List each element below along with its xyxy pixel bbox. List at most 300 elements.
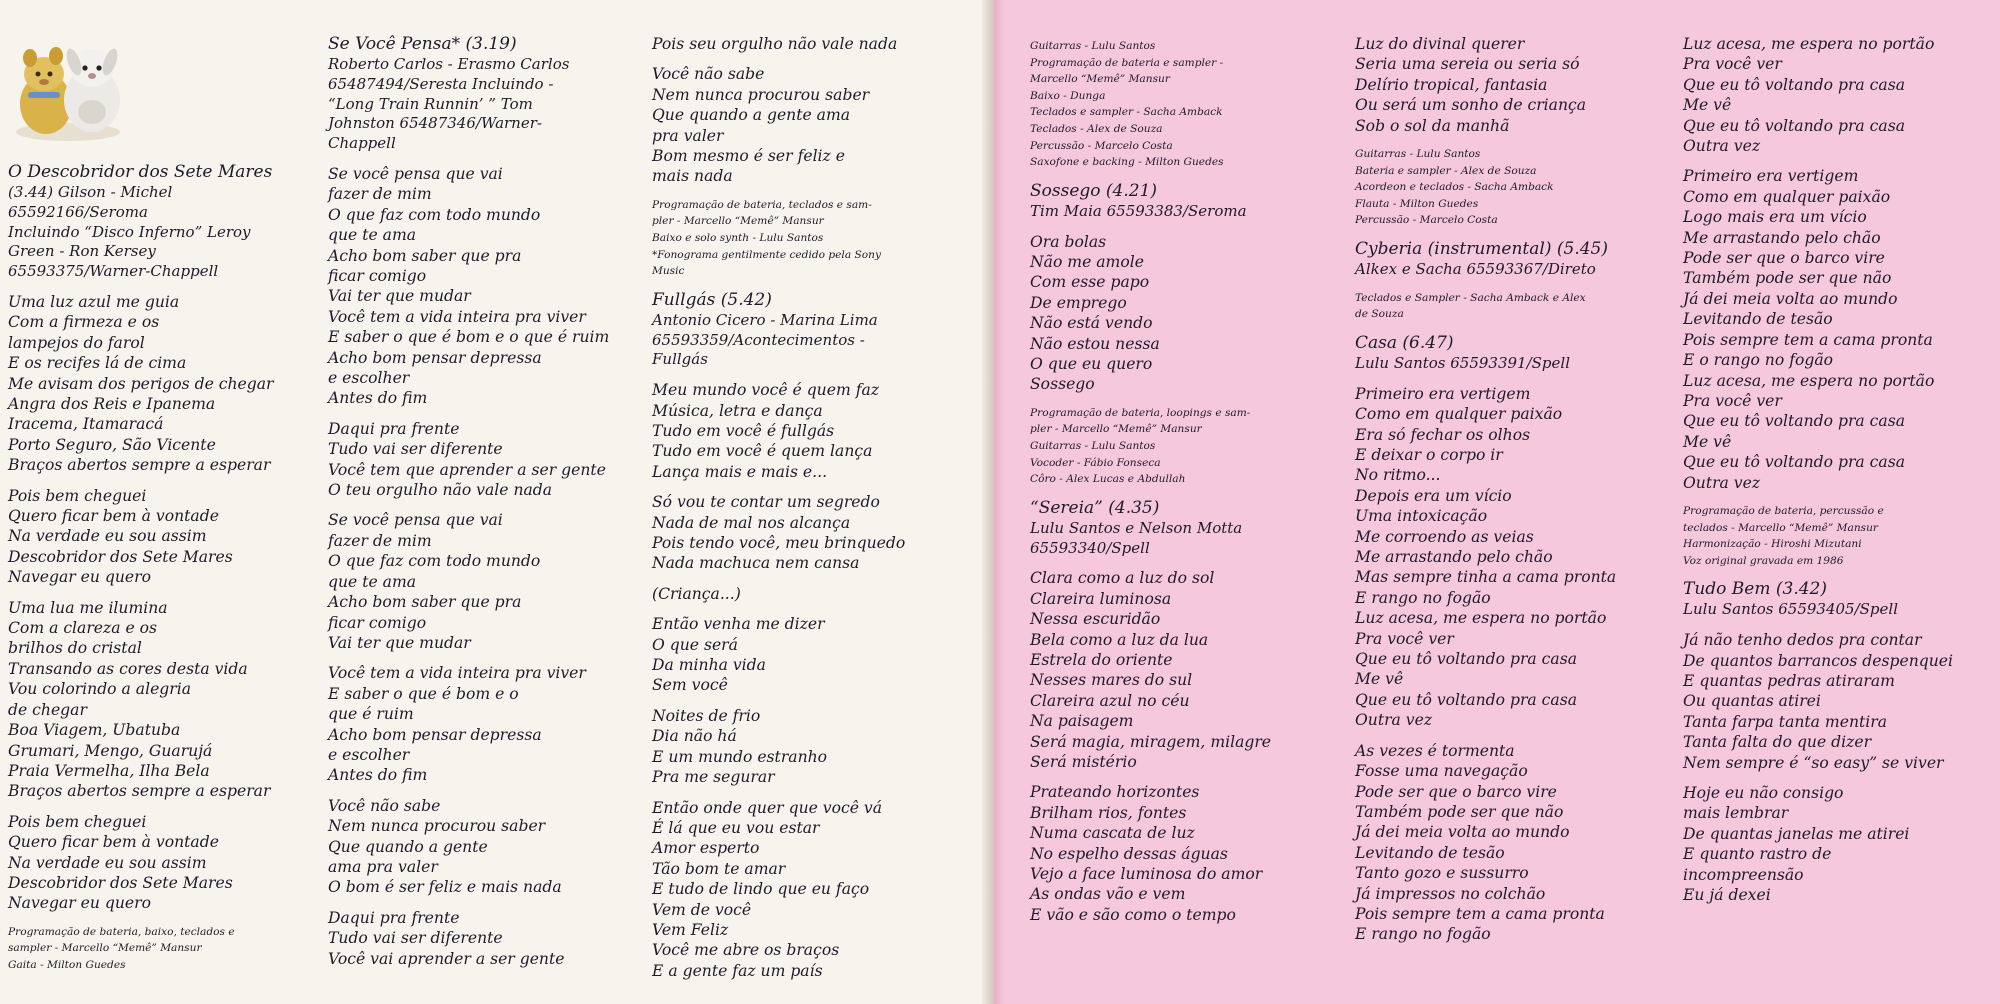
text-line: Então venha me dizer bbox=[652, 615, 825, 634]
text-line: Você me abre os braços bbox=[652, 941, 840, 960]
text-line: Teclados - Alex de Souza bbox=[1030, 122, 1163, 135]
text-line: Uma lua me ilumina bbox=[8, 598, 168, 617]
text-line: Me vê bbox=[1683, 96, 1732, 115]
column-3 bbox=[652, 34, 952, 991]
text-line: Lulu Santos 65593391/Spell bbox=[1355, 353, 1571, 372]
text-line: Braços abertos sempre a esperar bbox=[8, 456, 271, 475]
verse-block bbox=[652, 798, 952, 982]
text-line: Acho bom pensar depressa bbox=[328, 725, 542, 744]
text-line: Era só fechar os olhos bbox=[1355, 425, 1531, 444]
text-line: Acho bom saber que pra bbox=[328, 246, 522, 265]
text-line: Não está vendo bbox=[1030, 314, 1153, 333]
text-line: Como em qualquer paixão bbox=[1683, 187, 1891, 206]
text-line: Daqui pra frente bbox=[328, 419, 460, 438]
text-line: Voz original gravada em 1986 bbox=[1683, 554, 1844, 567]
text-line: Guitarras - Lulu Santos bbox=[1030, 40, 1156, 52]
text-line: Música, letra e dança bbox=[652, 401, 823, 420]
text-line: Pra você ver bbox=[1355, 629, 1454, 648]
text-line: Só vou te contar um segredo bbox=[652, 493, 880, 512]
page-fold bbox=[982, 0, 1004, 1004]
text-line: de chegar bbox=[8, 700, 87, 719]
text-line: Fullgás bbox=[652, 350, 708, 369]
text-line: Nessa escuridão bbox=[1030, 610, 1161, 629]
column-4 bbox=[1030, 38, 1330, 935]
text-line: Pois seu orgulho não vale nada bbox=[652, 35, 898, 53]
text-line: Que eu tô voltando pra casa bbox=[1683, 116, 1905, 135]
text-line: Acho bom saber que pra bbox=[328, 593, 522, 612]
text-line: E a gente faz um país bbox=[652, 961, 823, 980]
text-line: Clareira luminosa bbox=[1030, 589, 1172, 608]
text-line: Acordeon e teclados - Sacha Amback bbox=[1355, 181, 1554, 194]
song-info bbox=[1355, 260, 1655, 280]
text-line: Brilham rios, fontes bbox=[1030, 803, 1187, 822]
verse-block bbox=[1030, 782, 1330, 925]
text-line: Acho bom pensar depressa bbox=[328, 348, 542, 367]
text-line: E o rango no fogão bbox=[1683, 351, 1834, 370]
text-line: Me arrastando pelo chão bbox=[1355, 548, 1553, 567]
text-line: Lança mais e mais e... bbox=[652, 462, 828, 481]
text-line: ficar comigo bbox=[328, 267, 427, 286]
text-line: Guitarras - Lulu Santos bbox=[1030, 439, 1156, 452]
verse-block bbox=[328, 796, 628, 898]
text-line: Pois bem cheguei bbox=[8, 486, 147, 505]
text-line: 65593340/Spell bbox=[1030, 538, 1150, 557]
text-line: Braços abertos sempre a esperar bbox=[8, 782, 271, 801]
text-line: Marcello “Memê” Mansur bbox=[1030, 73, 1170, 86]
text-line: Tanto gozo e sussurro bbox=[1355, 864, 1529, 883]
text-line: O que faz com todo mundo bbox=[328, 205, 541, 224]
text-line: “Long Train Runnin’ ” Tom bbox=[328, 94, 533, 113]
text-line: Estrela do oriente bbox=[1030, 650, 1173, 669]
verse-block bbox=[652, 34, 952, 54]
text-line: Com esse papo bbox=[1030, 273, 1150, 292]
text-line: Quero ficar bem à vontade bbox=[8, 833, 219, 852]
text-line: e escolher bbox=[328, 745, 410, 764]
text-line: Green - Ron Kersey bbox=[8, 242, 156, 261]
text-line: Levitando de tesão bbox=[1683, 310, 1833, 329]
text-line: Com a firmeza e os bbox=[8, 313, 160, 332]
song-title bbox=[1683, 579, 1983, 600]
text-line: Primeiro era vertigem bbox=[1683, 167, 1859, 186]
text-line: Mas sempre tinha a cama pronta bbox=[1355, 568, 1617, 587]
text-line: Se você pensa que vai bbox=[328, 511, 503, 530]
text-line: fazer de mim bbox=[328, 185, 432, 204]
text-line: Que eu tô voltando pra casa bbox=[1683, 453, 1905, 472]
verse-block bbox=[1683, 34, 1983, 156]
text-line: Vejo a face luminosa do amor bbox=[1030, 865, 1263, 884]
verse-block bbox=[1683, 630, 1983, 773]
text-line: pra valer bbox=[652, 126, 724, 145]
text-line: e escolher bbox=[328, 369, 410, 388]
text-line: Você tem a vida inteira pra viver bbox=[328, 307, 586, 326]
text-line: Então onde quer que você vá bbox=[652, 798, 883, 817]
song-info bbox=[1030, 519, 1330, 559]
plush-toys-photo bbox=[8, 34, 126, 142]
text-line: Music bbox=[652, 265, 685, 278]
text-line: Antonio Cicero - Marina Lima bbox=[652, 310, 878, 329]
text-line: Johnston 65487346/Warner- bbox=[328, 114, 542, 133]
verse-block bbox=[652, 614, 952, 696]
text-line: lampejos do farol bbox=[8, 333, 145, 352]
text-line: Tudo em você é quem lança bbox=[652, 442, 873, 461]
text-line: de Souza bbox=[1355, 308, 1404, 321]
text-line: Tanta falta do que dizer bbox=[1683, 733, 1872, 752]
text-line: Já dei meia volta ao mundo bbox=[1355, 823, 1570, 842]
text-line: Você não sabe bbox=[652, 65, 765, 84]
text-line: 65593375/Warner-Chappell bbox=[8, 262, 219, 281]
text-line: Primeiro era vertigem bbox=[1355, 384, 1531, 403]
text-line: Pois sempre tem a cama pronta bbox=[1683, 330, 1933, 349]
text-line: Saxofone e backing - Milton Guedes bbox=[1030, 156, 1224, 169]
text-line: Vai ter que mudar bbox=[328, 633, 471, 652]
text-line: Que eu tô voltando pra casa bbox=[1355, 690, 1577, 709]
text-line: Uma intoxicação bbox=[1355, 507, 1488, 526]
verse-block bbox=[328, 419, 628, 501]
text-line: Será magia, miragem, milagre bbox=[1030, 732, 1272, 751]
text-line: Baixo e solo synth - Lulu Santos bbox=[652, 232, 824, 245]
text-line: Já dei meia volta ao mundo bbox=[1683, 289, 1898, 308]
song-info bbox=[1355, 354, 1655, 374]
text-line: Me avisam dos perigos de chegar bbox=[8, 374, 274, 393]
verse-block bbox=[8, 486, 308, 588]
text-line: Luz acesa, me espera no portão bbox=[1683, 35, 1935, 53]
text-line: As vezes é tormenta bbox=[1355, 741, 1515, 760]
text-line: brilhos do cristal bbox=[8, 639, 142, 658]
verse-block bbox=[328, 663, 628, 785]
text-line: Pode ser que o barco vire bbox=[1355, 782, 1557, 801]
text-line: Você tem que aprender a ser gente bbox=[328, 460, 606, 479]
text-line: Nem nunca procurou saber bbox=[652, 85, 870, 104]
text-line: E saber o que é bom e o que é ruim bbox=[328, 328, 610, 347]
text-line: Na verdade eu sou assim bbox=[8, 527, 207, 546]
song-info bbox=[328, 55, 628, 154]
text-line: Praia Vermelha, Ilha Bela bbox=[8, 761, 210, 780]
text-line: Percussão - Marcelo Costa bbox=[1030, 139, 1173, 152]
text-line: que te ama bbox=[328, 572, 417, 591]
text-line: Fosse uma navegação bbox=[1355, 762, 1528, 781]
text-line: O teu orgulho não vale nada bbox=[328, 481, 553, 500]
text-line: Dia não há bbox=[652, 727, 737, 746]
credits-block bbox=[1030, 405, 1330, 488]
text-line: Lulu Santos e Nelson Motta bbox=[1030, 518, 1243, 537]
text-line: sampler - Marcello “Memê” Mansur bbox=[8, 942, 202, 955]
text-line: Navegar eu quero bbox=[8, 568, 151, 587]
text-line: Me corroendo as veias bbox=[1355, 527, 1534, 546]
text-line: Chappell bbox=[328, 134, 396, 153]
verse-block bbox=[1683, 783, 1983, 905]
title-text: Sossego (4.21) bbox=[1030, 180, 1158, 201]
text-line: Tudo vai ser diferente bbox=[328, 440, 503, 459]
verse-block bbox=[1355, 384, 1655, 731]
text-line: Numa cascata de luz bbox=[1030, 824, 1195, 843]
title-text: Tudo Bem (3.42) bbox=[1683, 579, 1828, 600]
text-line: Grumari, Mengo, Guarujá bbox=[8, 741, 213, 760]
song-title bbox=[1355, 333, 1655, 354]
text-line: Também pode ser que não bbox=[1683, 269, 1892, 288]
text-line: Programação de bateria e sampler - bbox=[1030, 56, 1224, 69]
song-title bbox=[652, 290, 952, 311]
text-line: Nesses mares do sul bbox=[1030, 671, 1193, 690]
song-title bbox=[328, 34, 628, 55]
text-line: 65592166/Seroma bbox=[8, 202, 148, 221]
text-line: mais lembrar bbox=[1683, 804, 1789, 823]
text-line: Me vê bbox=[1355, 670, 1404, 689]
text-line: (Criança...) bbox=[652, 584, 741, 603]
text-line: Luz acesa, me espera no portão bbox=[1683, 371, 1935, 390]
song-title bbox=[8, 162, 308, 183]
text-line: Também pode ser que não bbox=[1355, 802, 1564, 821]
text-line: Amor esperto bbox=[652, 839, 760, 858]
text-line: (3.44) Gilson - Michel bbox=[8, 183, 173, 201]
text-line: E rango no fogão bbox=[1355, 588, 1491, 607]
text-line: Pra você ver bbox=[1683, 391, 1782, 410]
text-line: Vou colorindo a alegria bbox=[8, 680, 192, 699]
text-line: Levitando de tesão bbox=[1355, 843, 1505, 862]
verse-block bbox=[1030, 232, 1330, 395]
text-line: Que eu tô voltando pra casa bbox=[1355, 650, 1577, 669]
text-line: que te ama bbox=[328, 226, 417, 245]
text-line: Incluindo “Disco Inferno” Leroy bbox=[8, 222, 251, 241]
text-line: Descobridor dos Sete Mares bbox=[8, 873, 233, 892]
text-line: Nada de mal nos alcança bbox=[652, 513, 851, 532]
text-line: Boa Viagem, Ubatuba bbox=[8, 721, 181, 740]
song-title bbox=[1030, 181, 1330, 202]
text-line: Que quando a gente bbox=[328, 837, 488, 856]
text-line: Na verdade eu sou assim bbox=[8, 853, 207, 872]
text-line: Alkex e Sacha 65593367/Direto bbox=[1355, 260, 1596, 278]
text-line: Nem sempre é “so easy” se viver bbox=[1683, 753, 1944, 772]
text-line: Ora bolas bbox=[1030, 232, 1107, 251]
verse-block bbox=[1683, 166, 1983, 493]
text-line: Prateando horizontes bbox=[1030, 783, 1200, 802]
text-line: Meu mundo você é quem faz bbox=[652, 381, 879, 400]
text-line: Não estou nessa bbox=[1030, 334, 1160, 353]
column-2 bbox=[328, 34, 628, 979]
text-line: Flauta - Milton Guedes bbox=[1355, 197, 1479, 210]
text-line: pler - Marcello “Memê” Mansur bbox=[652, 215, 824, 228]
verse-block bbox=[652, 584, 952, 604]
text-line: Clara como a luz do sol bbox=[1030, 569, 1215, 588]
text-line: Você não sabe bbox=[328, 796, 441, 815]
text-line: Hoje eu não consigo bbox=[1683, 783, 1844, 802]
title-text: Se Você Pensa* (3.19) bbox=[328, 34, 517, 54]
text-line: Como em qualquer paixão bbox=[1355, 405, 1563, 424]
text-line: Já impressos no colchão bbox=[1355, 884, 1546, 903]
text-line: E deixar o corpo ir bbox=[1355, 446, 1503, 464]
text-line: Luz do divinal querer bbox=[1355, 35, 1525, 53]
text-line: Nada machuca nem cansa bbox=[652, 554, 860, 573]
song-info bbox=[1683, 600, 1983, 620]
credits-block bbox=[652, 197, 952, 280]
verse-block bbox=[1355, 741, 1655, 945]
text-line: que é ruim bbox=[328, 705, 414, 724]
verse-block bbox=[328, 510, 628, 653]
text-line: Daqui pra frente bbox=[328, 908, 460, 927]
text-line: Porto Seguro, São Vicente bbox=[8, 435, 216, 454]
text-line: Transando as cores desta vida bbox=[8, 659, 248, 678]
text-line: Não me amole bbox=[1030, 252, 1144, 271]
text-line: E rango no fogão bbox=[1355, 925, 1491, 944]
text-line: Na paisagem bbox=[1030, 712, 1134, 731]
text-line: Sem você bbox=[652, 676, 728, 695]
credits-block bbox=[8, 924, 308, 974]
text-line: O que faz com todo mundo bbox=[328, 552, 541, 571]
text-line: 65487494/Seresta Incluindo - bbox=[328, 74, 554, 93]
text-line: Navegar eu quero bbox=[8, 894, 151, 913]
text-line: Logo mais era um vício bbox=[1683, 208, 1867, 227]
text-line: No ritmo... bbox=[1355, 466, 1441, 485]
text-line: Teclados e Sampler - Sacha Amback e Alex bbox=[1355, 291, 1586, 304]
text-line: No espelho dessas águas bbox=[1030, 844, 1228, 863]
song-info bbox=[652, 311, 952, 370]
text-line: Que eu tô voltando pra casa bbox=[1683, 75, 1905, 94]
text-line: Que eu tô voltando pra casa bbox=[1683, 412, 1905, 431]
text-line: Tanta farpa tanta mentira bbox=[1683, 712, 1887, 731]
credits-block bbox=[1355, 290, 1655, 323]
text-line: Descobridor dos Sete Mares bbox=[8, 547, 233, 566]
text-line: Me arrastando pelo chão bbox=[1683, 228, 1881, 247]
text-line: pler - Marcello “Memê” Mansur bbox=[1030, 423, 1202, 436]
text-line: teclados - Marcello “Memê” Mansur bbox=[1683, 521, 1878, 534]
text-line: As ondas vão e vem bbox=[1030, 885, 1186, 904]
text-line: Bom mesmo é ser feliz e bbox=[652, 147, 845, 166]
text-line: O bom é ser feliz e mais nada bbox=[328, 878, 562, 897]
text-line: Me vê bbox=[1683, 432, 1732, 451]
text-line: Quero ficar bem à vontade bbox=[8, 507, 219, 526]
text-line: De emprego bbox=[1030, 293, 1127, 312]
text-line: Tudo vai ser diferente bbox=[328, 929, 503, 948]
verse-block bbox=[652, 706, 952, 788]
verse-block bbox=[1030, 568, 1330, 772]
song-info bbox=[1030, 202, 1330, 222]
text-line: Programação de bateria, teclados e sam- bbox=[652, 198, 872, 211]
text-line: Harmonização - Hiroshi Mizutani bbox=[1683, 538, 1862, 551]
text-line: Depois era um vício bbox=[1355, 486, 1512, 505]
text-line: É lá que eu vou estar bbox=[652, 818, 820, 837]
verse-block bbox=[8, 812, 308, 914]
credits-block bbox=[1683, 503, 1983, 569]
column-1 bbox=[8, 162, 308, 984]
text-line: E quantas pedras atiraram bbox=[1683, 671, 1895, 690]
credits-block bbox=[1355, 146, 1655, 229]
text-line: O que eu quero bbox=[1030, 354, 1153, 373]
text-line: Lulu Santos 65593405/Spell bbox=[1683, 600, 1899, 619]
text-line: Roberto Carlos - Erasmo Carlos bbox=[328, 55, 570, 73]
text-line: mais nada bbox=[652, 167, 733, 186]
title-text: Cyberia (instrumental) (5.45) bbox=[1355, 239, 1608, 259]
text-line: Programação de bateria, loopings e sam- bbox=[1030, 406, 1251, 419]
song-title bbox=[1030, 498, 1330, 519]
title-text: Casa (6.47) bbox=[1355, 332, 1454, 353]
text-line: E saber o que é bom e o bbox=[328, 684, 519, 703]
text-line: E um mundo estranho bbox=[652, 747, 828, 766]
title-text: Fullgás (5.42) bbox=[652, 289, 772, 310]
text-line: Nem nunca procurou saber bbox=[328, 817, 546, 836]
text-line: Pois tendo você, meu brinquedo bbox=[652, 534, 906, 553]
text-line: Pra me segurar bbox=[652, 768, 775, 787]
text-line: E os recifes lá de cima bbox=[8, 354, 187, 373]
text-line: O que será bbox=[652, 635, 738, 654]
text-line: Tudo em você é fullgás bbox=[652, 422, 835, 441]
text-line: Pra você ver bbox=[1683, 55, 1782, 74]
text-line: Percussão - Marcelo Costa bbox=[1355, 214, 1498, 227]
verse-block bbox=[652, 64, 952, 186]
text-line: Sob o sol da manhã bbox=[1355, 116, 1510, 135]
text-line: Com a clareza e os bbox=[8, 619, 158, 638]
text-line: Você vai aprender a ser gente bbox=[328, 949, 565, 968]
text-line: Outra vez bbox=[1683, 137, 1761, 156]
text-line: Ou será um sonho de criança bbox=[1355, 96, 1587, 115]
text-line: Gaita - Milton Guedes bbox=[8, 958, 126, 971]
text-line: Sossego bbox=[1030, 375, 1095, 394]
text-line: Baixo - Dunga bbox=[1030, 89, 1106, 102]
text-line: Vem Feliz bbox=[652, 920, 729, 939]
text-line: Noites de frio bbox=[652, 706, 761, 725]
text-line: Vem de você bbox=[652, 900, 752, 919]
text-line: Será mistério bbox=[1030, 753, 1137, 772]
text-line: Vocoder - Fábio Fonseca bbox=[1030, 456, 1161, 469]
text-line: ficar comigo bbox=[328, 613, 427, 632]
text-line: Eu já dexei bbox=[1683, 885, 1771, 904]
text-line: Tão bom te amar bbox=[652, 859, 786, 878]
text-line: Outra vez bbox=[1683, 473, 1761, 492]
song-title bbox=[1355, 239, 1655, 260]
text-line: Você tem a vida inteira pra viver bbox=[328, 664, 586, 683]
text-line: De quantas janelas me atirei bbox=[1683, 824, 1910, 843]
verse-block bbox=[328, 908, 628, 969]
text-line: Seria uma sereia ou seria só bbox=[1355, 55, 1580, 74]
text-line: Uma luz azul me guia bbox=[8, 292, 180, 311]
title-text: O Descobridor dos Sete Mares bbox=[8, 162, 273, 182]
text-line: Da minha vida bbox=[652, 656, 766, 675]
verse-block bbox=[652, 492, 952, 574]
text-line: Pois sempre tem a cama pronta bbox=[1355, 904, 1605, 923]
text-line: Antes do fim bbox=[328, 766, 428, 785]
credits-block bbox=[1030, 38, 1330, 171]
text-line: Côro - Alex Lucas e Abdullah bbox=[1030, 473, 1186, 486]
text-line: Se você pensa que vai bbox=[328, 164, 503, 183]
verse-block bbox=[8, 598, 308, 802]
text-line: Luz acesa, me espera no portão bbox=[1355, 609, 1607, 628]
text-line: incompreensão bbox=[1683, 865, 1804, 884]
text-line: Vai ter que mudar bbox=[328, 287, 471, 306]
text-line: Que quando a gente ama bbox=[652, 106, 851, 125]
text-line: De quantos barrancos despenquei bbox=[1683, 651, 1953, 670]
text-line: E tudo de lindo que eu faço bbox=[652, 880, 870, 899]
text-line: 65593359/Acontecimentos - bbox=[652, 330, 865, 349]
verse-block bbox=[652, 380, 952, 482]
text-line: Pode ser que o barco vire bbox=[1683, 249, 1885, 268]
column-5 bbox=[1355, 34, 1655, 955]
verse-block bbox=[1355, 34, 1655, 136]
text-line: *Fonograma gentilmente cedido pela Sony bbox=[652, 248, 881, 261]
column-6 bbox=[1683, 34, 1983, 915]
text-line: Antes do fim bbox=[328, 389, 428, 408]
text-line: Tim Maia 65593383/Seroma bbox=[1030, 201, 1247, 220]
verse-block bbox=[8, 292, 308, 476]
text-line: Programação de bateria, percussão e bbox=[1683, 504, 1884, 517]
text-line: Ou quantas atirei bbox=[1683, 692, 1821, 711]
text-line: ama pra valer bbox=[328, 857, 438, 876]
text-line: Iracema, Itamaracá bbox=[8, 415, 164, 434]
text-line: Teclados e sampler - Sacha Amback bbox=[1030, 106, 1223, 119]
text-line: Programação de bateria, baixo, teclados e bbox=[8, 925, 235, 938]
text-line: Delírio tropical, fantasia bbox=[1355, 75, 1548, 94]
text-line: Guitarras - Lulu Santos bbox=[1355, 148, 1481, 161]
text-line: Já não tenho dedos pra contar bbox=[1683, 631, 1922, 650]
title-text: “Sereia” (4.35) bbox=[1030, 497, 1160, 518]
verse-block bbox=[328, 164, 628, 409]
